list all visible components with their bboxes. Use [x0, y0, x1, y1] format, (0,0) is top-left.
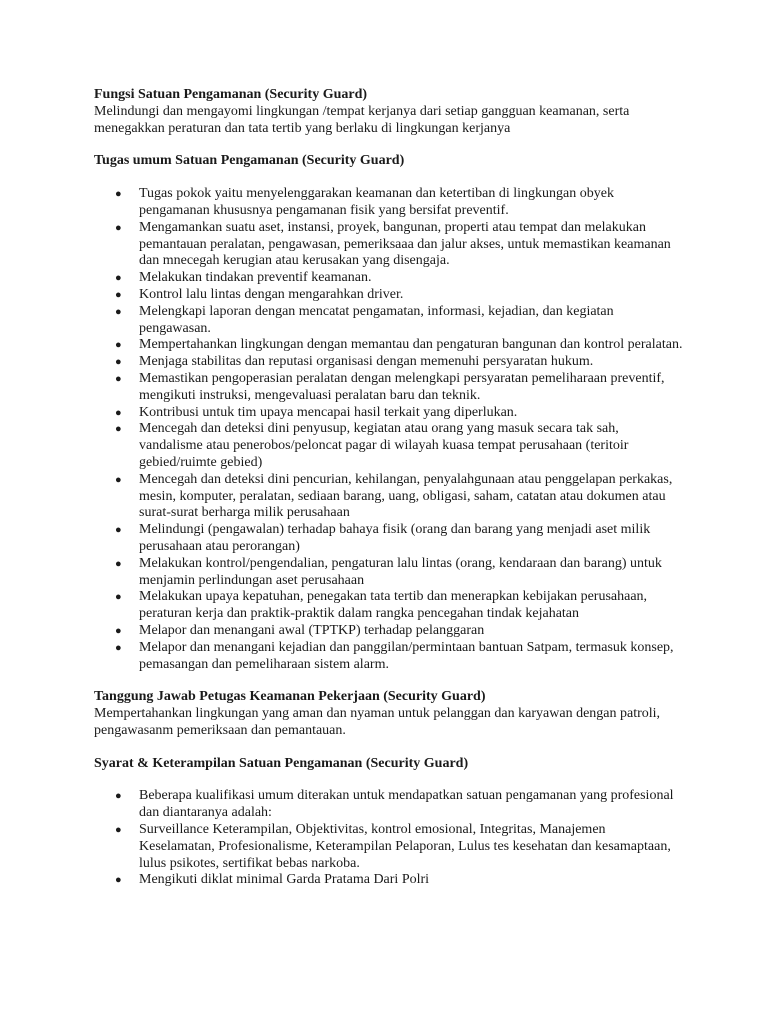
list-item: ● Melengkapi laporan dengan mencatat pengamatan, informasi, kejadian, dan kegiatan pengawasan. — [115, 303, 614, 336]
list-item: ● Melakukan tindakan preventif keamanan. — [115, 270, 372, 286]
bullet-icon: ● — [115, 305, 122, 318]
bullet-icon: ● — [115, 406, 122, 419]
bullet-icon: ● — [115, 272, 122, 285]
heading-tugas-umum: Tugas umum Satuan Pengamanan (Security Guard) — [94, 153, 405, 169]
syarat-list — [94, 788, 684, 889]
section-fungsi — [94, 87, 684, 137]
bullet-icon: ● — [115, 557, 122, 570]
list-item: ● Kontribusi untuk tim upaya mencapai hasil terkait yang diperlukan. — [115, 404, 518, 420]
list-item: ● Melapor dan menangani kejadian dan panggilan/permintaan bantuan Satpam, termasuk konsep, pemasangan dan pemeliharaan sistem alarm. — [115, 639, 674, 672]
list-item: ● Melindungi (pengawalan) terhadap bahaya fisik (orang dan barang yang menjadi aset milik perusahaan atau perorangan) — [115, 522, 651, 554]
paragraph-tanggung-jawab: Mempertahankan lingkungan yang aman dan nyaman untuk pelanggan dan karyawan dengan patroli, pengawasanm pemeriksaan dan pemantauan. — [94, 706, 661, 738]
list-item: ● Surveillance Keterampilan, Objektivitas, kontrol emosional, Integritas, Manajemen Keselamatan, Profesionalisme, Keterampilan Pelaporan, Lulus tes kesehatan dan kesamaptaan, lulus psikotes, sertifikat bebas narkoba. — [115, 822, 671, 871]
list-item: ● Beberapa kualifikasi umum diterakan untuk mendapatkan satuan pengamanan yang profesional dan diantaranya adalah: — [115, 788, 674, 821]
list-item: ● Mencegah dan deteksi dini pencurian, kehilangan, penyalahgunaan atau penggelapan perkakas, mesin, komputer, peralatan, sediaan barang, uang, obligasi, saham, catatan atau dokumen atau surat-surat berharga milik perusahaan — [115, 471, 673, 521]
bullet-icon: ● — [115, 624, 122, 637]
bullet-icon: ● — [115, 372, 122, 385]
list-item: ● Melakukan kontrol/pengendalian, pengaturan lalu lintas (orang, kendaraan dan barang) untuk menjamin perlindungan aset perusahaan — [115, 555, 662, 588]
list-item: ● Melapor dan menangani awal (TPTKP) terhadap pelanggaran — [115, 622, 485, 638]
list-item: ● Melakukan upaya kepatuhan, penegakan tata tertib dan menerapkan kebijakan perusahaan, peraturan kerja dan praktik-praktik dalam rangka pencegahan tindak kejahatan — [115, 589, 648, 622]
list-item: ● Mencegah dan deteksi dini penyusup, kegiatan atau orang yang masuk secara tak sah, vandalisme atau penerobos/peloncat pagar di wilayah kuasa tempat perusahaan (teritoir gebied/ruimte gebied) — [115, 421, 629, 470]
section-tugas-umum — [94, 153, 684, 673]
list-item: ● Memastikan pengoperasian peralatan dengan melengkapi persyaratan pemeliharaan preventif, mengikuti instruksi, mengevaluasi peralatan baru dan teknik. — [115, 370, 665, 403]
bullet-icon: ● — [115, 188, 122, 201]
bullet-icon: ● — [115, 288, 122, 301]
tugas-list — [94, 186, 684, 673]
heading-syarat: Syarat & Keterampilan Satuan Pengamanan (Security Guard) — [94, 755, 469, 771]
section-tanggung-jawab — [94, 689, 684, 739]
list-item: ● Kontrol lalu lintas dengan mengarahkan driver. — [115, 286, 404, 302]
list-item: ● Mempertahankan lingkungan dengan memantau dan pengaturan bangunan dan kontrol peralatan. — [115, 337, 683, 353]
bullet-icon: ● — [115, 473, 122, 486]
bullet-icon: ● — [115, 524, 122, 537]
bullet-icon: ● — [115, 790, 122, 803]
bullet-icon: ● — [115, 423, 122, 436]
document-content — [94, 87, 684, 889]
bullet-icon: ● — [115, 339, 122, 352]
bullet-icon: ● — [115, 874, 122, 887]
bullet-icon: ● — [115, 591, 122, 604]
list-item: ● Tugas pokok yaitu menyelenggarakan keamanan dan ketertiban di lingkungan obyek pengamanan khususnya pengamanan fisik yang bersifat preventif. — [115, 186, 614, 218]
list-item: ● Mengamankan suatu aset, instansi, proyek, bangunan, properti atau tempat dan melakukan pemantauan peralatan, pengawasan, pemeriksaaa dan jalur akses, untuk memastikan keamanan dan mnecegah kerugian atau kerusakan yang disengaja. — [115, 219, 671, 269]
paragraph-fungsi: Melindungi dan mengayomi lingkungan /tempat kerjanya dari setiap gangguan keamanan, serta menegakkan peraturan dan tata tertib yang berlaku di lingkungan kerjanya — [94, 103, 630, 136]
list-item: ● Menjaga stabilitas dan reputasi organisasi dengan memenuhi persyaratan hukum. — [115, 354, 594, 370]
list-item: ● Mengikuti diklat minimal Garda Pratama Dari Polri — [115, 872, 430, 888]
section-syarat — [94, 756, 684, 890]
bullet-icon: ● — [115, 824, 122, 837]
heading-fungsi: Fungsi Satuan Pengamanan (Security Guard) — [94, 87, 368, 102]
bullet-icon: ● — [115, 356, 122, 369]
bullet-icon: ● — [115, 221, 122, 234]
bullet-icon: ● — [115, 641, 122, 654]
heading-tanggung-jawab: Tanggung Jawab Petugas Keamanan Pekerjaan (Security Guard) — [94, 689, 486, 705]
